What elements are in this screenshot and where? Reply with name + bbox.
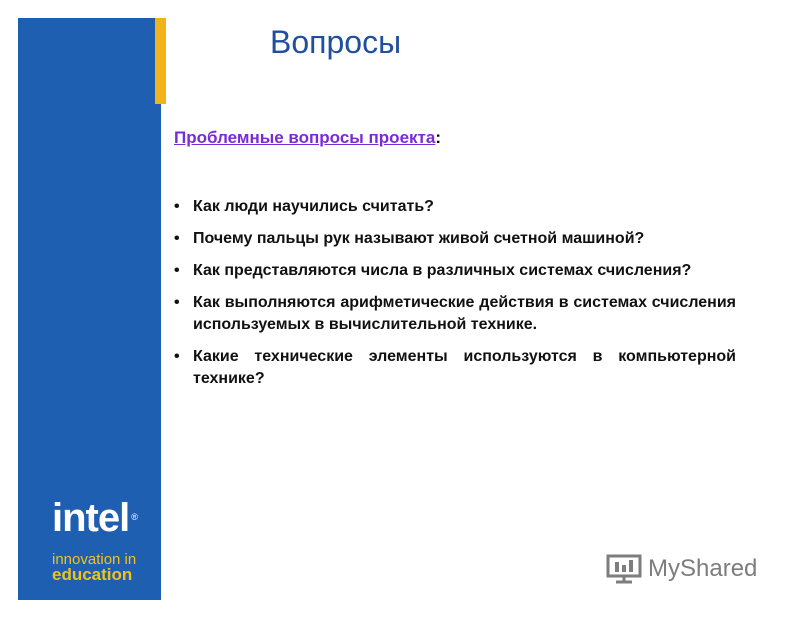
question-text: Как люди научились считать? <box>193 198 434 215</box>
subtitle-link[interactable]: Проблемные вопросы проекта <box>174 128 436 147</box>
question-text: Какие технические элементы используются в компьютерной технике? <box>193 348 736 387</box>
presentation-icon <box>606 554 642 584</box>
bullet: • <box>174 262 180 279</box>
question-text: Как представляются числа в различных системах счисления? <box>193 262 692 279</box>
list-item <box>174 292 736 336</box>
bullet: • <box>174 348 180 365</box>
list-item <box>174 228 736 250</box>
tagline <box>52 552 136 582</box>
subtitle-colon: : <box>435 128 441 147</box>
watermark <box>606 554 757 584</box>
bullet: • <box>174 198 180 215</box>
question-text: Как выполняются арифметические действия в системах счисления используемых в вычислительной технике. <box>193 294 736 333</box>
logo-word: intel <box>52 496 130 540</box>
subtitle <box>174 128 441 148</box>
list-item <box>174 346 736 390</box>
watermark-text: MyShared <box>648 555 758 582</box>
accent-bar <box>155 18 166 104</box>
intel-logo <box>52 498 138 538</box>
registered-mark: ® <box>131 512 138 522</box>
question-text: Почему пальцы рук называют живой счетной машиной? <box>193 230 645 247</box>
tagline-line-1: innovation in <box>52 551 137 568</box>
questions-list <box>174 196 736 400</box>
list-item <box>174 196 736 218</box>
bullet: • <box>174 230 180 247</box>
slide-title: Вопросы <box>270 24 402 60</box>
bullet: • <box>174 294 180 311</box>
list-item <box>174 260 736 282</box>
tagline-line-2: education <box>52 565 133 584</box>
